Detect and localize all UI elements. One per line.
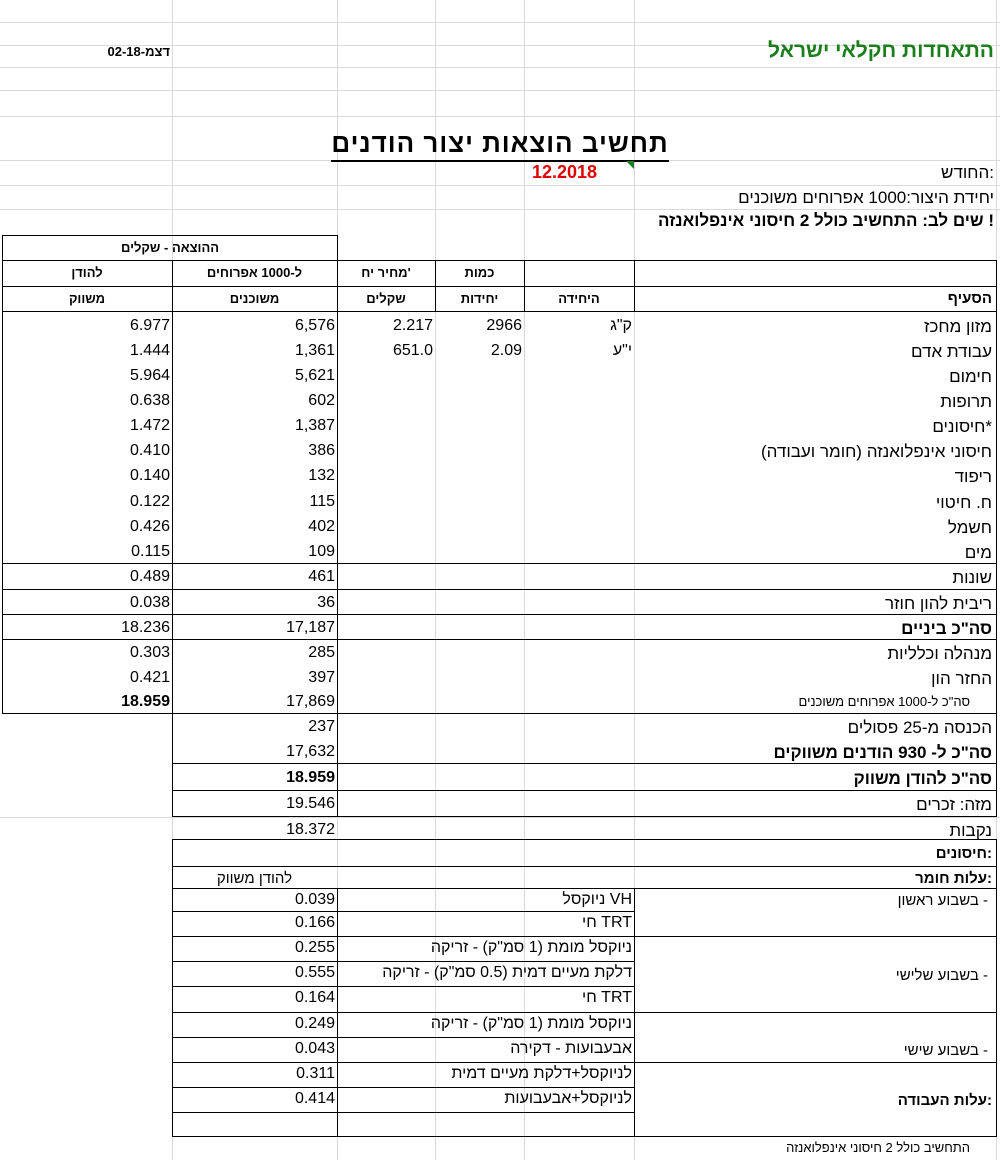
- row-item-label: ריבית להון חוזר: [884, 594, 992, 613]
- vaccine-description: חי TRT: [582, 914, 632, 931]
- row-per-turkey-value: 0.426: [129, 518, 170, 535]
- row-separator: [172, 763, 997, 764]
- group-header: ההוצאה - שקלים: [120, 240, 220, 255]
- row-unit: י"ע: [612, 342, 632, 359]
- table-right-border: [996, 260, 997, 816]
- page-title-text: תחשיב הוצאות יצור הודנים: [331, 128, 668, 162]
- row-separator: [172, 816, 997, 817]
- material-cost-label: עלות חומר:: [915, 870, 992, 887]
- vaccine-description: לניוקסל+אבעבועות: [504, 1090, 632, 1107]
- row-per-1000-value: 132: [308, 467, 335, 484]
- row-item-label: סה"כ להודן משווק: [853, 769, 992, 788]
- vaccines-divider: [172, 1062, 997, 1063]
- vaccines-footnote: התחשיב כולל 2 חיסוני אינפלואנזה: [786, 1140, 970, 1155]
- vaccine-cost-value: 0.249: [294, 1015, 335, 1032]
- row-item-label: מים: [964, 543, 992, 562]
- row-item-label: סה"כ ל- 930 הודנים משווקים: [773, 743, 992, 762]
- table-left-border: [2, 260, 3, 714]
- vaccine-description: אבעבועות - דקירה: [510, 1040, 632, 1057]
- row-per-1000-value: 1,361: [294, 342, 335, 359]
- col-divider: [172, 260, 173, 816]
- row-item-label: תרופות: [940, 392, 992, 411]
- row-separator: [2, 589, 997, 590]
- row-per-1000-value: 402: [308, 518, 335, 535]
- vaccines-divider: [172, 1037, 634, 1038]
- month-label: החודש:: [941, 163, 994, 182]
- row-per-turkey-value: 0.038: [129, 594, 170, 611]
- row-item-label: שונות: [952, 568, 992, 587]
- row-per-turkey-value: 0.303: [129, 644, 170, 661]
- vaccines-col-divider: [634, 888, 635, 1137]
- row-per-1000-value: 17,187: [286, 619, 335, 636]
- gridline: [0, 209, 1000, 210]
- row-unit-price: 2.217: [392, 317, 433, 334]
- vaccine-description: לניוקסל+דלקת מעיים דמית: [451, 1065, 632, 1082]
- item-header: הסעיף: [947, 290, 992, 307]
- gridline: [0, 90, 1000, 91]
- row-per-1000-value: 6,576: [294, 317, 335, 334]
- date-code: 02-דצמ-18: [107, 44, 170, 59]
- col-divider: [337, 260, 338, 816]
- unit-header: היחידה: [558, 291, 600, 306]
- row-item-label: ריפוד: [954, 467, 992, 486]
- row-per-turkey-value: 18.959: [121, 693, 170, 710]
- vaccine-cost-value: 0.414: [294, 1090, 335, 1107]
- influenza-note: שים לב: התחשיב כולל 2 חיסוני אינפלואנזה !: [657, 211, 994, 230]
- gridline: [0, 817, 1000, 818]
- per-turkey-header-bottom: משווק: [68, 291, 106, 306]
- row-per-turkey-value: 18.236: [121, 619, 170, 636]
- vaccines-divider: [172, 986, 634, 987]
- vaccines-divider: [172, 961, 634, 962]
- row-per-turkey-value: 6.977: [129, 317, 170, 334]
- row-item-label: מזון מחכז: [923, 317, 992, 336]
- vaccines-col-divider: [337, 888, 338, 1137]
- row-item-label: חיסונים*: [932, 417, 992, 436]
- row-item-label: חיסוני אינפלואנזה (חומר ועבודה): [760, 442, 992, 461]
- row-separator: [2, 639, 997, 640]
- gridline: [0, 185, 1000, 186]
- row-per-turkey-value: 0.122: [129, 493, 170, 510]
- vaccine-description: ניוקסל מומת (1 סמ"ק) - זריקה: [430, 1015, 632, 1032]
- gridline: [0, 22, 1000, 23]
- vaccine-cost-value: 0.164: [294, 989, 335, 1006]
- row-per-turkey-value: 1.472: [129, 417, 170, 434]
- row-per-turkey-value: 1.444: [129, 342, 170, 359]
- week6-label: בשבוע שישי -: [903, 1042, 988, 1059]
- row-per-1000-value: 1,387: [294, 417, 335, 434]
- quantity-header-bottom: יחידות: [460, 291, 499, 306]
- row-item-label: הכנסה מ-25 פסולים: [847, 718, 992, 737]
- vaccines-divider: [172, 1087, 634, 1088]
- row-per-1000-value: 18.959: [286, 769, 335, 786]
- row-per-1000-value: 17,869: [286, 693, 335, 710]
- row-per-turkey-value: 5.964: [129, 367, 170, 384]
- row-per-1000-value: 602: [308, 392, 335, 409]
- row-per-1000-value: 461: [308, 568, 335, 585]
- month-value: 12.2018: [532, 162, 598, 182]
- row-unit-price: 651.0: [392, 342, 433, 359]
- org-name: התאחדות חקלאי ישראל: [768, 39, 994, 62]
- col-divider: [634, 260, 635, 312]
- row-separator: [2, 614, 997, 615]
- row-per-turkey-value: 0.410: [129, 442, 170, 459]
- row-per-1000-value: 36: [317, 594, 335, 611]
- row-per-turkey-value: 0.489: [129, 568, 170, 585]
- page-title: [300, 130, 700, 156]
- vaccine-cost-value: 0.043: [294, 1040, 335, 1057]
- row-per-1000-value: 109: [308, 543, 335, 560]
- row-quantity: 2.09: [490, 342, 522, 359]
- row-item-label: החזר הון: [931, 669, 992, 688]
- vaccine-description: דלקת מעיים דמית (0.5 סמ"ק) - זריקה: [382, 964, 632, 981]
- vaccine-description: חי TRT: [582, 989, 632, 1006]
- labor-cost-label: עלות העבודה:: [897, 1092, 992, 1109]
- row-per-1000-value: 18.372: [286, 821, 335, 838]
- row-quantity: 2966: [486, 317, 522, 334]
- gridline: [0, 67, 1000, 68]
- row-item-label: מנהלה וכלליות: [887, 644, 992, 663]
- price-header-top: מחיר יח': [361, 265, 411, 280]
- vaccines-title: חיסונים:: [935, 845, 992, 862]
- row-unit: ק"ג: [610, 317, 632, 334]
- price-header-bottom: שקלים: [366, 291, 406, 306]
- gridline: [0, 116, 1000, 117]
- row-per-turkey-value: 0.421: [129, 669, 170, 686]
- row-item-label: מזה: זכרים: [916, 795, 992, 814]
- vaccines-divider: [172, 866, 997, 867]
- row-item-label: נקבות: [949, 821, 992, 840]
- row-per-turkey-value: 0.140: [129, 467, 170, 484]
- row-per-1000-value: 285: [308, 644, 335, 661]
- comment-marker-icon: [626, 161, 634, 169]
- row-per-1000-value: 19.546: [286, 795, 335, 812]
- header-divider: [2, 286, 997, 287]
- vaccine-cost-value: 0.166: [294, 914, 335, 931]
- row-per-1000-value: 115: [309, 493, 335, 510]
- row-item-label: חימום: [949, 367, 992, 386]
- vaccine-cost-value: 0.255: [294, 939, 335, 956]
- vaccines-divider: [172, 936, 997, 937]
- production-unit: יחידת היצור:1000 אפרוחים משוכנים: [738, 188, 994, 207]
- vaccines-divider: [172, 1012, 997, 1013]
- vaccines-divider: [172, 1112, 634, 1113]
- vaccines-divider: [172, 888, 997, 889]
- per1000-header-top: ל-1000 אפרוחים: [206, 265, 303, 280]
- vaccine-cost-value: 0.555: [294, 964, 335, 981]
- vaccine-description: ניוקסל VH: [562, 891, 632, 908]
- row-item-label: עבודת אדם: [911, 342, 992, 361]
- row-item-label: ח. חיטוי: [935, 493, 992, 512]
- per-turkey-column-label: להודן משווק: [216, 870, 293, 887]
- vaccines-divider: [172, 911, 634, 912]
- row-per-1000-value: 386: [308, 442, 335, 459]
- week3-label: בשבוע שלישי -: [895, 967, 988, 984]
- row-per-1000-value: 237: [308, 718, 335, 735]
- vaccine-cost-value: 0.039: [294, 891, 335, 908]
- week1-label: בשבוע ראשון -: [897, 892, 988, 909]
- row-separator: [2, 713, 997, 714]
- row-item-label: חשמל: [947, 518, 992, 537]
- quantity-header-top: כמות: [464, 265, 495, 280]
- vaccine-description: ניוקסל מומת (1 סמ"ק) - זריקה: [430, 939, 632, 956]
- row-separator: [2, 563, 997, 564]
- row-separator: [172, 790, 997, 791]
- row-per-turkey-value: 0.115: [131, 543, 170, 560]
- row-item-label: סה"כ ביניים: [901, 619, 992, 638]
- row-per-1000-value: 397: [308, 669, 335, 686]
- row-per-1000-value: 17,632: [286, 743, 335, 760]
- row-per-turkey-value: 0.638: [129, 392, 170, 409]
- vaccine-cost-value: 0.311: [296, 1065, 335, 1082]
- row-item-label: סה"כ ל-1000 אפרוחים משוכנים: [798, 694, 970, 709]
- per1000-header-bottom: משוכנים: [229, 291, 280, 306]
- per-turkey-header-top: להודן: [71, 265, 103, 280]
- row-per-1000-value: 5,621: [294, 367, 335, 384]
